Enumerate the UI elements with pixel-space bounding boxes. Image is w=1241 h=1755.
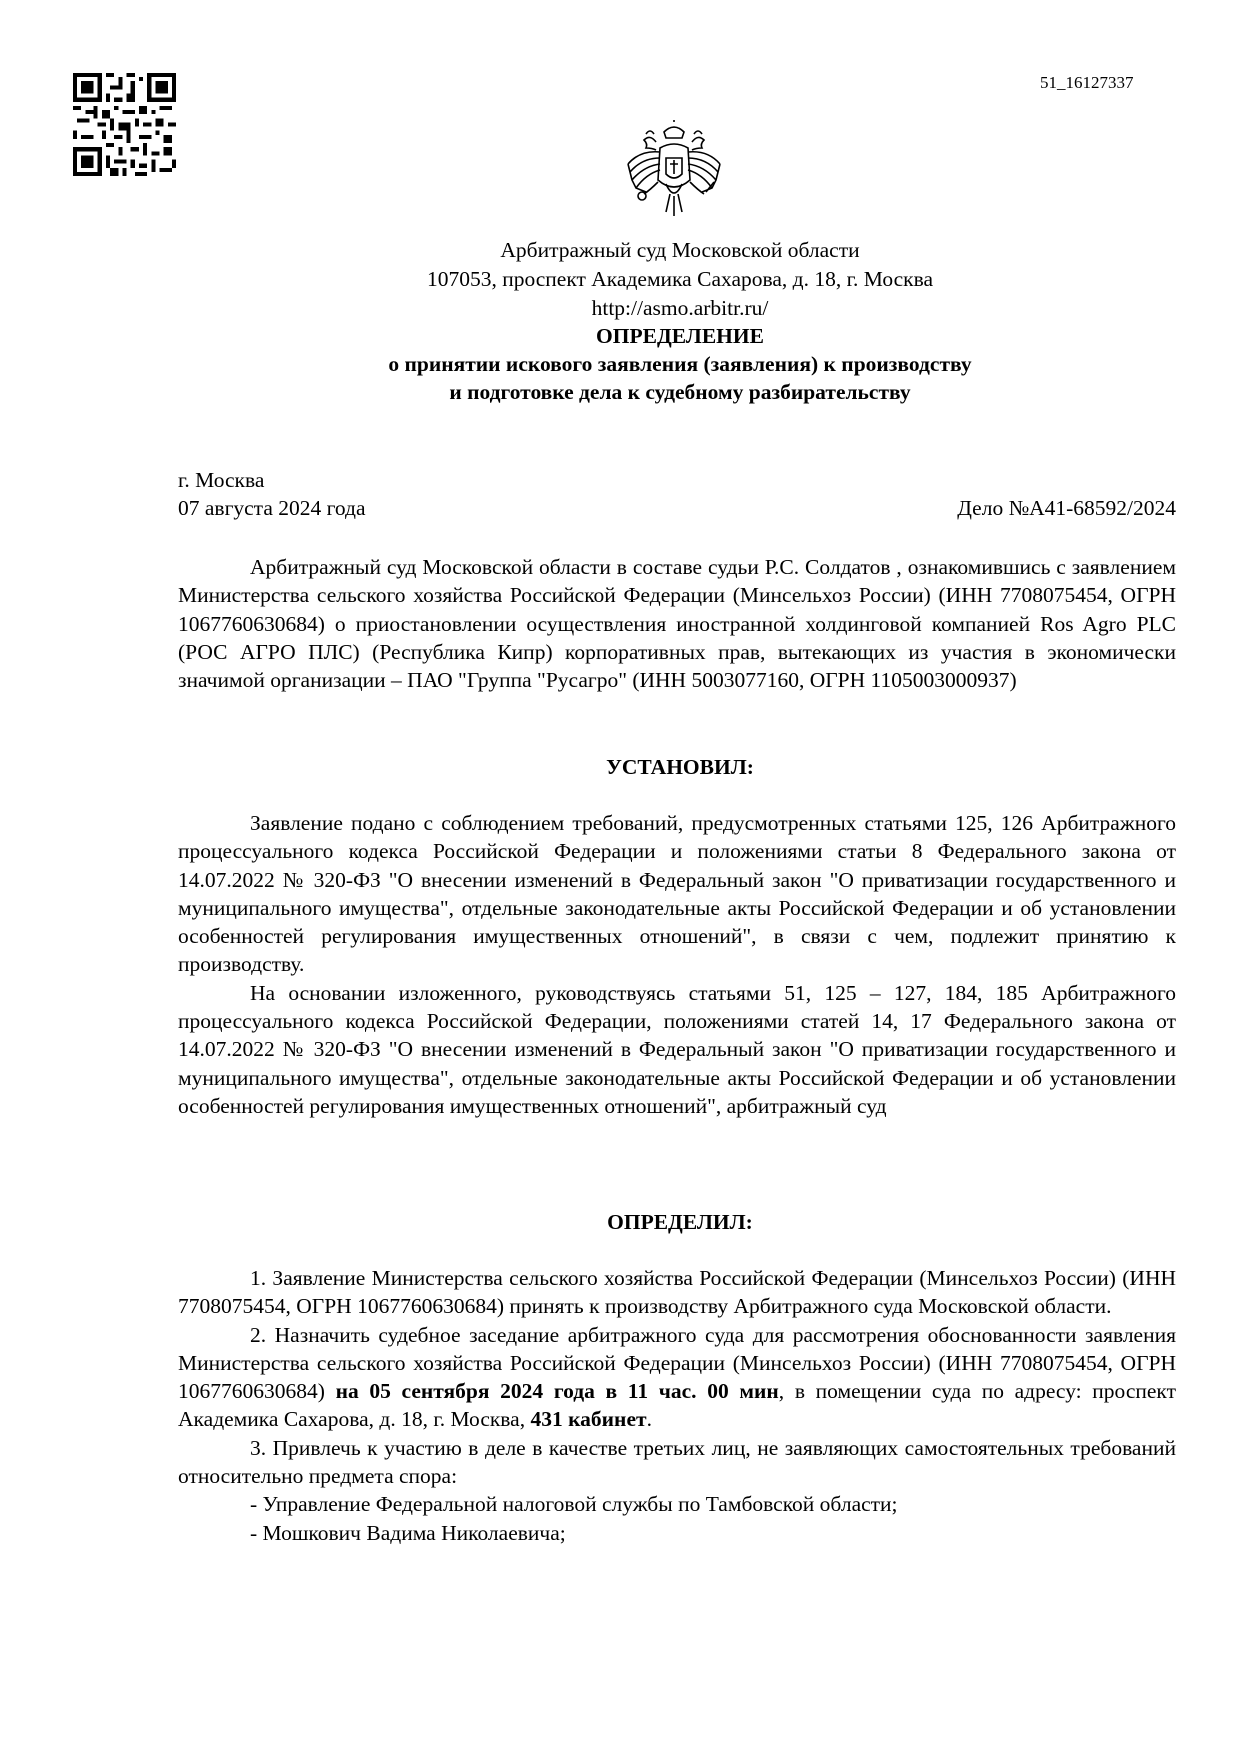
intro-block <box>178 553 1176 694</box>
document-subtitle-line2: и подготовке дела к судебному разбирательству <box>449 380 911 404</box>
qr-code <box>73 73 176 176</box>
city: г. Москва <box>178 468 265 492</box>
court-website: http://asmo.arbitr.ru/ <box>591 296 769 320</box>
determined-heading: ОПРЕДЕЛИЛ: <box>607 1210 753 1234</box>
coat-of-arms-emblem <box>620 120 728 230</box>
third-party-list-item: - Мошкович Вадима Николаевича; <box>250 1520 566 1545</box>
determined-item-3: 3. Привлечь к участию в деле в качестве третьих лиц, не заявляющих самостоятельных требований относительно предмета спора: <box>178 1435 1176 1489</box>
established-paragraph-2: На основании изложенного, руководствуясь статьями 51, 125 – 127, 184, 185 Арбитражного процессуального кодекса Российской Федерации, положениями статей 14, 17 Федерального закона от 14.07.2022 № 320-ФЗ "О внесении изменений в Федеральный закон "О приватизации государственного и муниципального имущества", отдельные законодательные акты Российской Федерации и об установлении особенностей регулирования имущественных отношений", арбитражный суд <box>178 980 1176 1118</box>
third-party-list-item: - Управление Федеральной налоговой службы по Тамбовской области; <box>250 1492 898 1517</box>
item2-text-middle: , в помещении суда по адресу: проспект Академика Сахарова, д. 18, г. Москва, <box>178 1379 1176 1432</box>
document-subtitle-line1: о принятии искового заявления (заявления) к производству <box>388 352 972 376</box>
case-number: Дело №А41-68592/2024 <box>957 496 1176 520</box>
document-date: 07 августа 2024 года <box>178 496 366 520</box>
hearing-datetime: на 05 сентября 2024 года в 11 час. 00 мин <box>335 1379 779 1404</box>
established-block <box>178 809 1176 1120</box>
determined-item-2 <box>178 1321 1176 1434</box>
established-paragraph-1: Заявление подано с соблюдением требований, предусмотренных статьями 125, 126 Арбитражного процессуального кодекса Российской Федерации и положениями статьи 8 Федерального закона от 14.07.2022 № 320-ФЗ "О внесении изменений в Федеральный закон "О приватизации государственного и муниципального имущества", отдельные законодательные акты Российской Федерации и об установлении особенностей регулирования имущественных отношений", в связи с чем, подлежит принятию к производству. <box>178 811 1176 977</box>
court-address: 107053, проспект Академика Сахарова, д. 18, г. Москва <box>426 267 934 291</box>
determined-item-1: 1. Заявление Министерства сельского хозяйства Российской Федерации (Минсельхоз России) (ИНН 7708075454, ОГРН 1067760630684) принять к производству Арбитражного суда Московской области. <box>178 1266 1176 1319</box>
intro-paragraph: Арбитражный суд Московской области в составе судьи Р.С. Солдатов , ознакомившись с заявлением Министерства сельского хозяйства Российской Федерации (Минсельхоз России) (ИНН 7708075454, ОГРН 1067760630684) о приостановлении осуществления иностранной холдинговой компанией Ros Agro PLC (РОС АГРО ПЛС) (Республика Кипр) корпоративных прав, вытекающих из участия в экономически значимой организации – ПАО "Группа "Русагро" (ИНН 5003077160, ОГРН 1105003000937) <box>178 555 1176 693</box>
hearing-room: 431 кабинет <box>530 1407 647 1432</box>
court-name: Арбитражный суд Московской области <box>500 238 860 262</box>
determined-block <box>178 1264 1176 1547</box>
item2-text-start: 2. Назначить судебное заседание арбитражного суда для рассмотрения обоснованности заявления Министерства сельского хозяйства Российской Федерации (Минсельхоз России) (ИНН 7708075454, ОГРН 1067760630684) <box>178 1322 1176 1404</box>
established-heading: УСТАНОВИЛ: <box>606 755 754 779</box>
document-title: ОПРЕДЕЛЕНИЕ <box>596 324 764 348</box>
item2-text-end: . <box>646 1407 652 1432</box>
document-number: 51_16127337 <box>1040 73 1134 92</box>
